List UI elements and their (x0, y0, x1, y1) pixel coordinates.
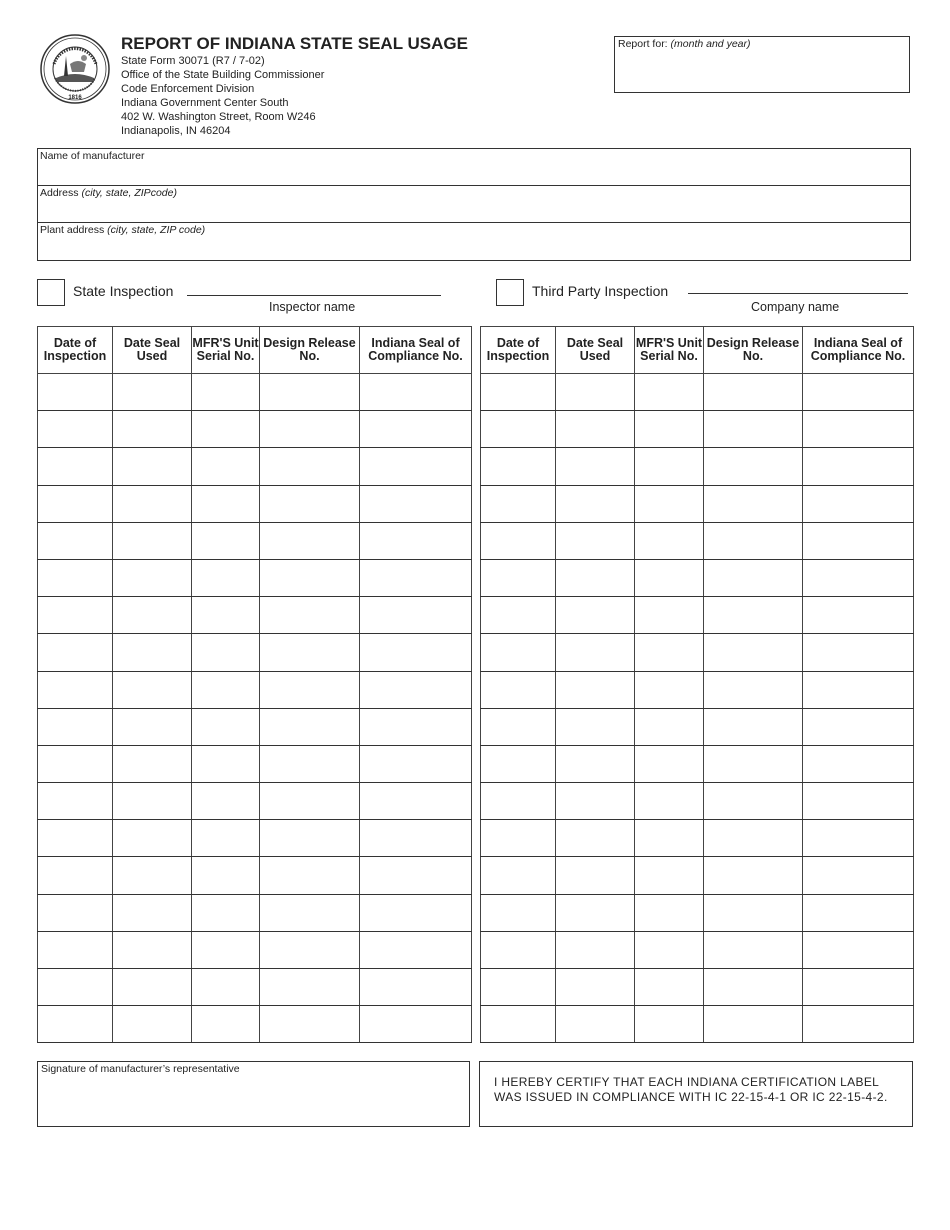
table-cell[interactable] (704, 745, 803, 782)
table-cell[interactable] (803, 597, 914, 634)
table-cell[interactable] (113, 411, 192, 448)
table-cell[interactable] (192, 448, 260, 485)
table-cell[interactable] (260, 1006, 360, 1043)
table-cell[interactable] (360, 931, 472, 968)
table-cell[interactable] (704, 708, 803, 745)
manufacturer-info-box (37, 148, 911, 261)
third-party-inspection-checkbox[interactable] (496, 279, 524, 306)
table-cell[interactable] (481, 969, 556, 1006)
table-cell[interactable] (38, 745, 113, 782)
col-seal-compliance-no: Indiana Seal of Compliance No. (803, 327, 914, 374)
col-design-release: Design Release No. (260, 327, 360, 374)
table-cell[interactable] (260, 745, 360, 782)
table-cell[interactable] (556, 745, 635, 782)
table-cell[interactable] (113, 485, 192, 522)
table-cell[interactable] (192, 969, 260, 1006)
table-row (38, 745, 472, 782)
table-cell[interactable] (360, 374, 472, 411)
table-row (481, 894, 914, 931)
table-cell[interactable] (360, 969, 472, 1006)
company-name-label: Company name (751, 300, 840, 314)
table-cell[interactable] (360, 894, 472, 931)
table-cell[interactable] (260, 559, 360, 596)
table-cell[interactable] (38, 671, 113, 708)
state-inspection-table (37, 326, 472, 1043)
table-cell[interactable] (556, 1006, 635, 1043)
table-cell[interactable] (481, 559, 556, 596)
col-mfr-unit-serial: MFR'S Unit Serial No. (635, 327, 704, 374)
table-cell[interactable] (113, 597, 192, 634)
table-cell[interactable] (803, 448, 914, 485)
table-cell[interactable] (704, 857, 803, 894)
table-cell[interactable] (481, 894, 556, 931)
table-cell[interactable] (192, 820, 260, 857)
table-cell[interactable] (803, 671, 914, 708)
col-date-of-inspection: Date of Inspection (481, 327, 556, 374)
table-cell[interactable] (260, 969, 360, 1006)
table-cell[interactable] (360, 634, 472, 671)
table-cell[interactable] (192, 634, 260, 671)
table-cell[interactable] (260, 820, 360, 857)
report-for-field[interactable] (614, 36, 910, 93)
table-cell[interactable] (803, 931, 914, 968)
table-cell[interactable] (556, 894, 635, 931)
table-cell[interactable] (192, 894, 260, 931)
table-cell[interactable] (113, 857, 192, 894)
table-cell[interactable] (635, 931, 704, 968)
table-cell[interactable] (38, 485, 113, 522)
table-cell[interactable] (704, 820, 803, 857)
table-cell[interactable] (192, 411, 260, 448)
table-row (38, 411, 472, 448)
table-cell[interactable] (260, 857, 360, 894)
form-title: REPORT OF INDIANA STATE SEAL USAGE (121, 34, 468, 53)
address-label: Address (40, 187, 79, 199)
table-cell[interactable] (556, 820, 635, 857)
street-address: 402 W. Washington Street, Room W246 (121, 110, 316, 123)
table-cell[interactable] (481, 931, 556, 968)
table-cell[interactable] (556, 634, 635, 671)
plant-address-field[interactable] (38, 223, 910, 260)
table-cell[interactable] (38, 522, 113, 559)
table-cell[interactable] (113, 894, 192, 931)
table-cell[interactable] (360, 783, 472, 820)
inspector-name-label: Inspector name (269, 300, 356, 314)
table-cell[interactable] (113, 820, 192, 857)
table-cell[interactable] (260, 894, 360, 931)
table-cell[interactable] (704, 559, 803, 596)
table-cell[interactable] (360, 411, 472, 448)
table-cell[interactable] (704, 969, 803, 1006)
table-row (38, 857, 472, 894)
col-date-seal-used: Date Seal Used (556, 327, 635, 374)
table-cell[interactable] (38, 783, 113, 820)
table-row (38, 634, 472, 671)
table-cell[interactable] (635, 485, 704, 522)
table-row (38, 374, 472, 411)
table-row (481, 783, 914, 820)
table-row (38, 894, 472, 931)
table-cell[interactable] (635, 857, 704, 894)
table-cell[interactable] (704, 485, 803, 522)
table-cell[interactable] (260, 522, 360, 559)
table-row (481, 969, 914, 1006)
table-cell[interactable] (260, 783, 360, 820)
table-cell[interactable] (192, 559, 260, 596)
table-cell[interactable] (113, 522, 192, 559)
inspector-name-line[interactable] (187, 295, 441, 296)
table-cell[interactable] (113, 1006, 192, 1043)
table-cell[interactable] (481, 1006, 556, 1043)
table-row (38, 671, 472, 708)
certification-text: I HEREBY CERTIFY THAT EACH INDIANA CERTIFICATION LABEL WAS ISSUED IN COMPLIANCE WITH IC 22-15-4-1 OR IC 22-15-4-2. (494, 1075, 888, 1104)
col-design-release: Design Release No. (704, 327, 803, 374)
table-cell[interactable] (38, 857, 113, 894)
table-cell[interactable] (704, 522, 803, 559)
table-cell[interactable] (360, 820, 472, 857)
plant-address-hint: (city, state, ZIP code) (107, 224, 206, 236)
manufacturer-name-label: Name of manufacturer (40, 150, 145, 162)
third-party-inspection-table (480, 326, 914, 1043)
table-cell[interactable] (113, 783, 192, 820)
table-cell[interactable] (635, 894, 704, 931)
table-cell[interactable] (556, 597, 635, 634)
table-row (38, 820, 472, 857)
signature-field[interactable] (37, 1061, 470, 1127)
table-cell[interactable] (38, 969, 113, 1006)
table-cell[interactable] (704, 597, 803, 634)
table-cell[interactable] (481, 597, 556, 634)
table-cell[interactable] (481, 374, 556, 411)
table-row (38, 597, 472, 634)
table-cell[interactable] (635, 374, 704, 411)
table-cell[interactable] (803, 820, 914, 857)
table-row (38, 559, 472, 596)
table-row (481, 597, 914, 634)
table-cell[interactable] (192, 783, 260, 820)
table-cell[interactable] (481, 783, 556, 820)
table-cell[interactable] (481, 745, 556, 782)
table-cell[interactable] (360, 857, 472, 894)
table-cell[interactable] (260, 931, 360, 968)
table-row (481, 522, 914, 559)
table-cell[interactable] (192, 745, 260, 782)
table-row (481, 820, 914, 857)
table-cell[interactable] (360, 597, 472, 634)
table-cell[interactable] (38, 708, 113, 745)
col-seal-compliance-no: Indiana Seal of Compliance No. (360, 327, 472, 374)
table-row (481, 485, 914, 522)
plant-address-label: Plant address (40, 224, 105, 236)
form-header-info (121, 55, 324, 138)
table-row (38, 522, 472, 559)
table-cell[interactable] (38, 411, 113, 448)
table-cell[interactable] (192, 671, 260, 708)
table-cell[interactable] (360, 745, 472, 782)
table-cell[interactable] (192, 485, 260, 522)
table-cell[interactable] (481, 634, 556, 671)
table-cell[interactable] (260, 448, 360, 485)
table-cell[interactable] (260, 708, 360, 745)
form-number: State Form 30071 (R7 / 7-02) (121, 55, 265, 67)
table-cell[interactable] (38, 597, 113, 634)
table-cell[interactable] (481, 708, 556, 745)
certification-statement-box (479, 1061, 913, 1127)
address-hint: (city, state, ZIPcode) (81, 187, 177, 199)
table-cell[interactable] (360, 1006, 472, 1043)
division-name: Code Enforcement Division (121, 82, 255, 95)
table-row (481, 634, 914, 671)
table-cell[interactable] (481, 522, 556, 559)
table-cell[interactable] (635, 820, 704, 857)
table-cell[interactable] (635, 745, 704, 782)
table-cell[interactable] (635, 634, 704, 671)
table-cell[interactable] (481, 485, 556, 522)
table-row (38, 485, 472, 522)
company-name-line[interactable] (688, 293, 908, 294)
table-cell[interactable] (38, 559, 113, 596)
table-cell[interactable] (803, 783, 914, 820)
table-row (38, 708, 472, 745)
table-cell[interactable] (192, 1006, 260, 1043)
table-cell[interactable] (803, 522, 914, 559)
seal-year: 1816 (68, 95, 82, 101)
table-cell[interactable] (481, 820, 556, 857)
table-row (481, 411, 914, 448)
table-cell[interactable] (260, 485, 360, 522)
table-cell[interactable] (556, 857, 635, 894)
table-cell[interactable] (803, 485, 914, 522)
table-cell[interactable] (360, 448, 472, 485)
table-cell[interactable] (360, 559, 472, 596)
table-row (38, 1006, 472, 1043)
table-cell[interactable] (38, 1006, 113, 1043)
table-cell[interactable] (481, 448, 556, 485)
table-cell[interactable] (192, 708, 260, 745)
table-cell[interactable] (38, 820, 113, 857)
table-cell[interactable] (192, 522, 260, 559)
col-date-seal-used: Date Seal Used (113, 327, 192, 374)
table-cell[interactable] (113, 559, 192, 596)
table-cell[interactable] (38, 931, 113, 968)
table-cell[interactable] (803, 559, 914, 596)
table-cell[interactable] (704, 374, 803, 411)
table-cell[interactable] (556, 559, 635, 596)
table-row (481, 671, 914, 708)
table-cell[interactable] (192, 857, 260, 894)
table-cell[interactable] (556, 522, 635, 559)
table-cell[interactable] (38, 374, 113, 411)
table-cell[interactable] (803, 708, 914, 745)
table-cell[interactable] (803, 857, 914, 894)
table-cell[interactable] (113, 448, 192, 485)
table-cell[interactable] (704, 411, 803, 448)
city-state-zip: Indianapolis, IN 46204 (121, 124, 231, 137)
table-cell[interactable] (481, 411, 556, 448)
table-row (481, 448, 914, 485)
building-name: Indiana Government Center South (121, 96, 289, 109)
table-cell[interactable] (556, 485, 635, 522)
table-cell[interactable] (635, 969, 704, 1006)
table-cell[interactable] (260, 374, 360, 411)
table-cell[interactable] (704, 634, 803, 671)
table-cell[interactable] (38, 634, 113, 671)
table-cell[interactable] (803, 745, 914, 782)
table-cell[interactable] (260, 634, 360, 671)
table-cell[interactable] (635, 448, 704, 485)
table-cell[interactable] (635, 411, 704, 448)
table-row (38, 969, 472, 1006)
table-cell[interactable] (635, 522, 704, 559)
table-cell[interactable] (360, 671, 472, 708)
table-row (481, 857, 914, 894)
table-cell[interactable] (704, 783, 803, 820)
table-cell[interactable] (635, 559, 704, 596)
table-row (38, 783, 472, 820)
table-cell[interactable] (113, 745, 192, 782)
state-inspection-checkbox[interactable] (37, 279, 65, 306)
table-cell[interactable] (635, 708, 704, 745)
table-cell[interactable] (113, 634, 192, 671)
table-cell[interactable] (260, 597, 360, 634)
table-cell[interactable] (803, 411, 914, 448)
table-cell[interactable] (803, 1006, 914, 1043)
table-cell[interactable] (192, 374, 260, 411)
table-cell[interactable] (113, 969, 192, 1006)
table-cell[interactable] (704, 671, 803, 708)
table-row (481, 374, 914, 411)
table-row (481, 1006, 914, 1043)
table-cell[interactable] (113, 671, 192, 708)
third-party-inspection-label: Third Party Inspection (532, 283, 669, 299)
table-cell[interactable] (635, 597, 704, 634)
table-cell[interactable] (481, 671, 556, 708)
office-name: Office of the State Building Commissioner (121, 68, 325, 81)
table-cell[interactable] (803, 374, 914, 411)
table-cell[interactable] (556, 931, 635, 968)
table-cell[interactable] (38, 894, 113, 931)
table-cell[interactable] (481, 857, 556, 894)
col-mfr-unit-serial: MFR'S Unit Serial No. (192, 327, 260, 374)
table-cell[interactable] (192, 597, 260, 634)
table-cell[interactable] (556, 969, 635, 1006)
signature-label: Signature of manufacturer’s representative (41, 1063, 240, 1075)
table-cell[interactable] (704, 1006, 803, 1043)
address-field[interactable] (38, 186, 910, 223)
table-cell[interactable] (113, 374, 192, 411)
table-cell[interactable] (803, 969, 914, 1006)
table-cell[interactable] (260, 411, 360, 448)
table-cell[interactable] (113, 931, 192, 968)
table-cell[interactable] (556, 671, 635, 708)
report-for-label: Report for: (month and year) (618, 38, 751, 50)
table-cell[interactable] (113, 708, 192, 745)
table-row (481, 559, 914, 596)
table-cell[interactable] (704, 448, 803, 485)
col-date-of-inspection: Date of Inspection (38, 327, 113, 374)
table-cell[interactable] (38, 448, 113, 485)
table-cell[interactable] (803, 894, 914, 931)
table-cell[interactable] (704, 931, 803, 968)
table-cell[interactable] (635, 671, 704, 708)
table-cell[interactable] (556, 783, 635, 820)
table-cell[interactable] (704, 894, 803, 931)
table-cell[interactable] (360, 708, 472, 745)
indiana-state-seal (40, 34, 110, 104)
table-cell[interactable] (635, 1006, 704, 1043)
table-cell[interactable] (556, 374, 635, 411)
table-cell[interactable] (556, 708, 635, 745)
table-cell[interactable] (556, 448, 635, 485)
table-row (38, 448, 472, 485)
table-cell[interactable] (192, 931, 260, 968)
table-cell[interactable] (360, 522, 472, 559)
table-row (481, 708, 914, 745)
table-cell[interactable] (260, 671, 360, 708)
table-cell[interactable] (803, 634, 914, 671)
manufacturer-name-field[interactable] (38, 149, 910, 186)
table-row (481, 931, 914, 968)
table-cell[interactable] (360, 485, 472, 522)
table-cell[interactable] (556, 411, 635, 448)
table-row (38, 931, 472, 968)
table-row (481, 745, 914, 782)
table-cell[interactable] (635, 783, 704, 820)
state-inspection-label: State Inspection (73, 283, 174, 299)
